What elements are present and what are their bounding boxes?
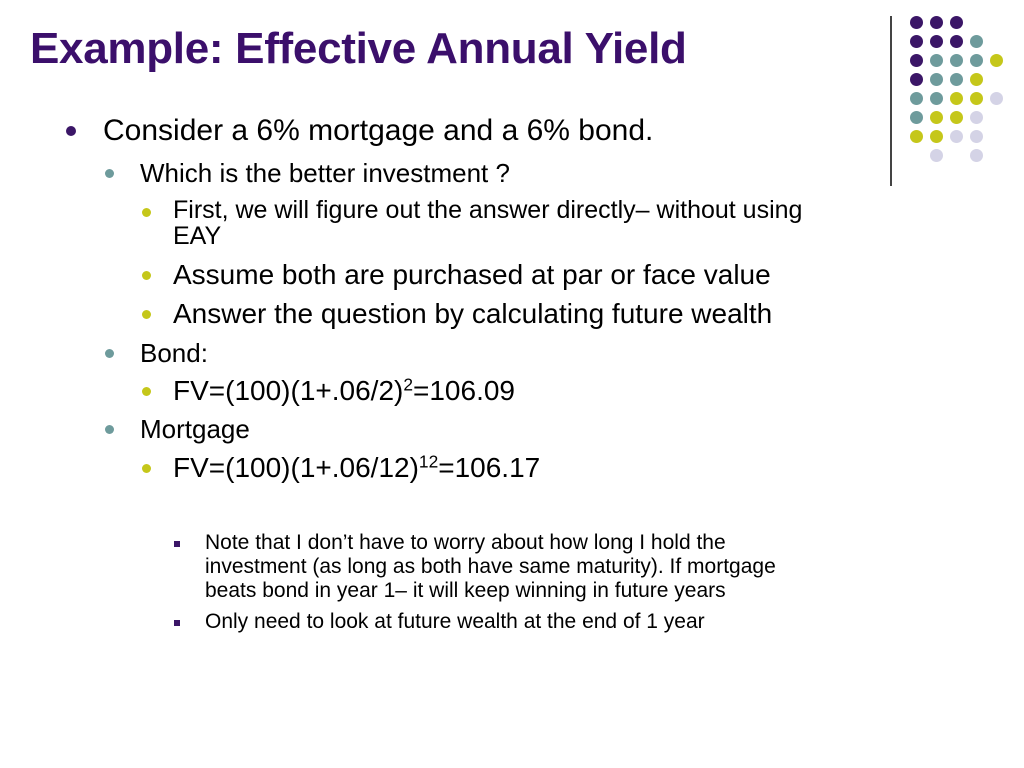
decor-dot [910, 92, 923, 105]
decor-dot [950, 111, 963, 124]
slide-title: Example: Effective Annual Yield [30, 24, 687, 73]
decor-dot [910, 111, 923, 124]
round-bullet-icon [142, 208, 151, 217]
bullet-text: Bond: [140, 338, 208, 368]
round-bullet-icon [142, 310, 151, 319]
bullet-text: First, we will figure out the answer directly– without using [173, 196, 803, 224]
decor-dot [930, 130, 943, 143]
decor-dot [990, 54, 1003, 67]
decor-dot [930, 149, 943, 162]
decor-dot [950, 130, 963, 143]
bullet-text: Consider a 6% mortgage and a 6% bond. [103, 114, 654, 147]
formula-base: FV=(100)(1+.06/2) [173, 375, 404, 406]
decor-dot [910, 16, 923, 29]
round-bullet-icon [105, 169, 114, 178]
decor-dot [930, 92, 943, 105]
round-bullet-icon [142, 387, 151, 396]
bullet-text: Answer the question by calculating future wealth [173, 298, 773, 329]
square-bullet-icon [174, 541, 180, 547]
bullet-text: Which is the better investment ? [140, 158, 510, 188]
note-text: Note that I don’t have to worry about how long I hold the [205, 531, 726, 554]
bullet-text-continuation: EAY [173, 222, 222, 250]
bullet-text: Assume both are purchased at par or face value [173, 259, 771, 290]
note-text-continuation: beats bond in year 1– it will keep winning in future years [205, 579, 726, 602]
decor-dot [950, 16, 963, 29]
round-bullet-icon [66, 126, 76, 136]
decor-dot [910, 73, 923, 86]
decor-dot [930, 16, 943, 29]
decor-dot [970, 92, 983, 105]
decor-dot [970, 54, 983, 67]
round-bullet-icon [142, 271, 151, 280]
decor-dot [950, 35, 963, 48]
formula-exponent: 2 [403, 374, 413, 395]
decor-dot [930, 54, 943, 67]
note-text-continuation: investment (as long as both have same maturity). If mortgage [205, 555, 776, 578]
round-bullet-icon [105, 349, 114, 358]
decor-dot [950, 54, 963, 67]
decor-dot [970, 35, 983, 48]
decor-dot [950, 92, 963, 105]
decor-dot [930, 73, 943, 86]
decor-dot [950, 73, 963, 86]
round-bullet-icon [105, 425, 114, 434]
decor-dot [970, 130, 983, 143]
formula-result: =106.17 [438, 452, 541, 483]
decor-dot [910, 35, 923, 48]
decor-dot [970, 149, 983, 162]
decor-dot [970, 73, 983, 86]
note-text: Only need to look at future wealth at the end of 1 year [205, 610, 705, 633]
decor-dot [910, 54, 923, 67]
square-bullet-icon [174, 620, 180, 626]
decor-dot [930, 35, 943, 48]
formula-exponent: 12 [418, 451, 439, 472]
round-bullet-icon [142, 464, 151, 473]
decor-dot [910, 130, 923, 143]
decor-dot [990, 92, 1003, 105]
decor-dot [930, 111, 943, 124]
bullet-text: Mortgage [140, 414, 250, 444]
mortgage-fv-formula [173, 453, 540, 483]
bond-fv-formula [173, 376, 515, 406]
decor-dot [970, 111, 983, 124]
formula-result: =106.09 [413, 375, 515, 406]
formula-base: FV=(100)(1+.06/12) [173, 452, 419, 483]
